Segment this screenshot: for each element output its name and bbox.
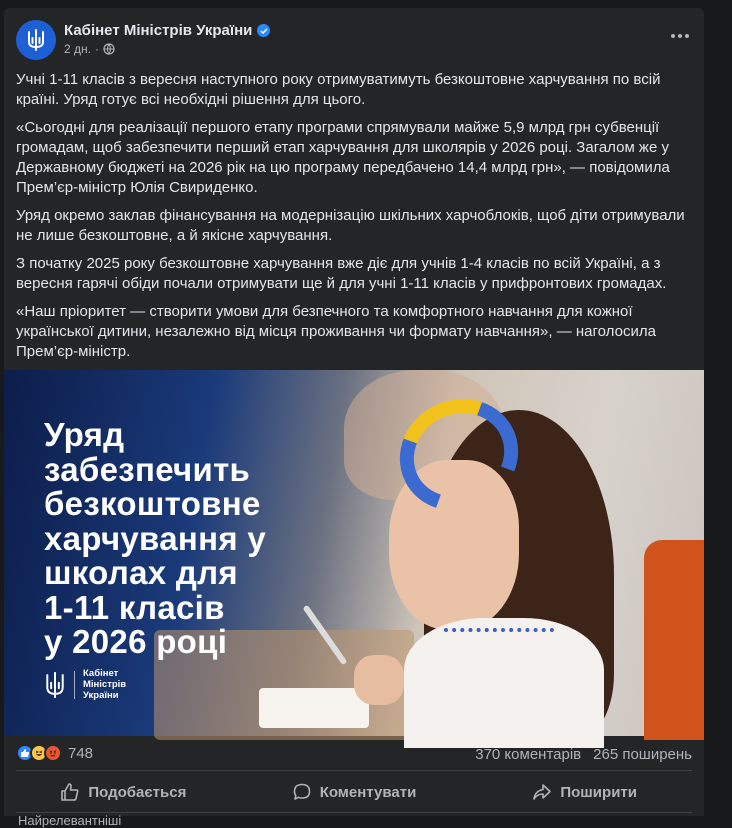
meta-separator: · [94, 42, 99, 56]
post-paragraph: «Сьогодні для реалізації першого етапу програми спрямували майже 5,9 млрд грн субвенції громадам, щоб забезпечити перший етап харчування для школярів у 2026 році. Загалом же у Державному бюджеті на 2026 рік на цю програму передбачено 14,4 млрд грн», — повідомила Прем’єр-міністр Юлія Свириденко. [16, 119, 670, 196]
headline-line: школах для [44, 554, 238, 591]
angry-icon [44, 744, 62, 762]
reaction-count: 748 [68, 744, 94, 762]
post-stats [4, 736, 704, 770]
post-paragraph: Уряд окремо заклав фінансування на модернізацію шкільних харчоблоків, щоб діти отримували не лише безкоштовне, а й якісне харчування. [16, 207, 685, 244]
page-name[interactable]: Кабінет Міністрів України [64, 22, 253, 39]
cabinet-logo [44, 668, 126, 701]
trident-icon [26, 28, 46, 52]
thumbs-up-icon [60, 782, 80, 802]
food-plate [259, 688, 369, 728]
verified-badge-icon [257, 24, 270, 37]
headline-line: у 2026 році [44, 623, 228, 660]
post-paragraph: Учні 1-11 класів з вересня наступного року отримуватимуть безкоштовне харчування по всій країні. Уряд готує всі необхідні рішення для цього. [16, 71, 661, 108]
headline-line: безкоштовне [44, 485, 261, 522]
page-avatar[interactable] [16, 20, 56, 60]
embroidery-pattern [444, 628, 554, 638]
globe-icon [103, 43, 115, 55]
logo-divider [74, 671, 75, 699]
logo-line: Міністрів [83, 679, 127, 690]
comment-icon [292, 782, 312, 802]
post-paragraph: З початку 2025 року безкоштовне харчування вже діє для учнів 1-4 класів по всій Україні, а з вересня гарячі обіди почали отримувати ще й для учні 1-11 класів у прифронтових громадах. [16, 255, 667, 292]
girl-hand [354, 655, 404, 705]
post-meta [64, 42, 115, 56]
reactions-summary[interactable] [16, 744, 93, 762]
trident-icon [44, 670, 66, 700]
headline-line: Уряд [44, 416, 125, 453]
engagement-counts [475, 746, 692, 763]
more-options-icon[interactable] [668, 26, 692, 46]
post-actions [8, 772, 700, 812]
page-name-row [64, 22, 270, 39]
headline-line: 1-11 класів [44, 588, 225, 626]
logo-line: України [83, 690, 119, 701]
logo-text [83, 668, 126, 701]
like-button[interactable] [8, 772, 239, 812]
share-button[interactable] [469, 772, 700, 812]
post-text [16, 70, 692, 370]
headline-line: харчування у [44, 519, 266, 557]
share-icon [532, 782, 552, 802]
orange-chair [644, 540, 704, 740]
post-time[interactable]: 2 дн. [64, 42, 91, 56]
divider [16, 770, 692, 771]
headline-line: забезпечить [44, 450, 251, 488]
post-header [4, 8, 704, 64]
comment-label: Коментувати [319, 783, 417, 801]
image-headline [44, 418, 364, 660]
share-label: Поширити [560, 783, 637, 801]
post-paragraph: «Наш пріоритет — створити умови для безпечного та комфортного навчання для кожної української дитини, незалежно від місця проживання чи формату навчання», — наголосила Прем’єр-міністр. [16, 303, 656, 360]
comment-button[interactable] [239, 772, 470, 812]
shares-count[interactable]: 265 поширень [593, 746, 692, 763]
comments-sort-label[interactable]: Найрелевантніші [18, 813, 122, 828]
comments-count[interactable]: 370 коментарів [475, 746, 582, 763]
facebook-post [4, 8, 704, 828]
post-image[interactable] [4, 370, 704, 736]
like-label: Подобається [88, 783, 187, 801]
page-gutter [704, 0, 732, 816]
logo-line: Кабінет [83, 668, 119, 679]
